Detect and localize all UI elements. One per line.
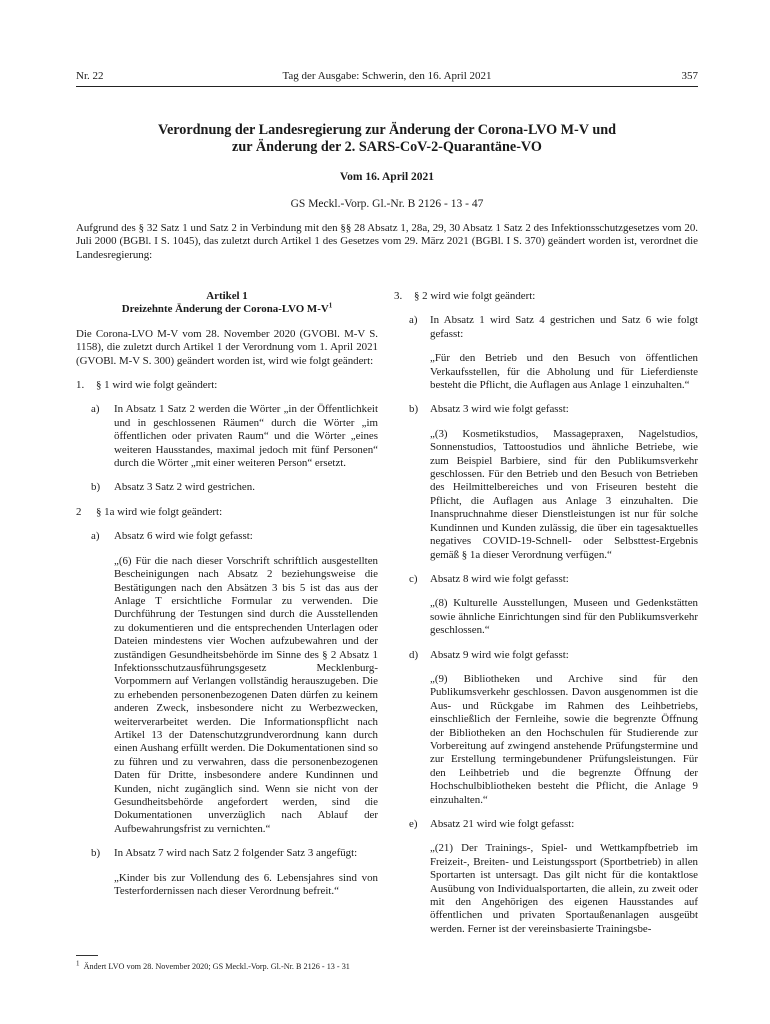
article-heading <box>76 303 378 316</box>
item-letter: b) <box>91 847 101 860</box>
item-text: In Absatz 1 wird Satz 4 gestrichen und Satz 6 wie folgt gefasst: <box>430 314 698 340</box>
item-letter: a) <box>409 314 418 327</box>
quoted-text: „Für den Betrieb und den Besuch von öffentlichen Verkaufsstellen, für die Abholung und für Lieferdienste besteht die Pflicht, die Auflagen aus Anlage 1 einzuhalten.“ <box>430 352 698 392</box>
list-item <box>76 847 378 860</box>
item-letter: b) <box>91 481 101 494</box>
list-item <box>76 530 378 543</box>
list-item <box>394 818 698 831</box>
issue-date: Tag der Ausgabe: Schwerin, den 16. April 2021 <box>282 70 492 82</box>
item-text: § 1 wird wie folgt geändert: <box>96 379 218 392</box>
page-header <box>76 69 698 83</box>
item-text: Absatz 3 Satz 2 wird gestrichen. <box>114 481 255 494</box>
title-line-2: zur Änderung der 2. SARS-CoV-2-Quarantäne-VO <box>232 139 542 155</box>
quoted-text: „(6) Für die nach dieser Vorschrift schriftlich ausgestellten Bescheinigungen nach Absatz 2 beziehungsweise die Bestätigungen nach den Absätzen 3 bis 5 ist das aus der Anlage T ersichtliche Formular zu verwenden. Die Durchführung der Testungen sind durch die Ausstellenden zu dokumentieren und die entsprechenden Unterlagen oder Dateien mindestens vier Wochen aufzubewahren und der zuständigen Gesundheitsbehörde im Sinne des § 2 Absatz 1 Infektionsschutzausführungsgesetz Mecklenburg-Vorpommern auf Verlangen vollständig herauszugeben. Die zu erhebenden personenbezogenen Daten dürfen zu keinem anderen Zweck, insbesondere nicht zu Werbezwecken, weiterverarbeitet werden. Die Informationspflicht nach Artikel 13 der Datenschutzgrundverordnung kann durch einen Aushang erfüllt werden. Die Dokumentationen sind so zu führen und zu verwahren, dass die personenbezogenen Daten für Dritte, insbesondere andere Kundinnen und Kunden, nicht zugänglich sind. Wenn sie nicht von der Gesundheitsbehörde angefordert werden, sind die Dokumentationen unverzüglich nach Ablauf der Aufbewahrungsfrist zu vernichten.“ <box>114 554 378 835</box>
quoted-text: „(3) Kosmetikstudios, Massagepraxen, Nagelstudios, Sonnenstudios, Tattoostudios und ähnliche Betriebe, wie zum Beispiel Barbiere, sind für den Publikumsverkehr geschlossen. Für den Betrieb und den Besuch von Betrieben des Heilmittelbereiches und von Friseuren besteht die Pflicht, die Auflagen aus Anlage 3 einzuhalten. Die Inanspruchnahme dieser Dienstleistungen ist nur für solche Kundinnen und Kunden zulässig, die über ein tagesaktuelles negatives COVID-19-Schnell- oder Selbsttest-Ergebnis gemäß § 1a dieser Verordnung verfügen.“ <box>430 427 698 561</box>
item-letter: d) <box>409 648 419 661</box>
item-text: Absatz 8 wird wie folgt gefasst: <box>430 572 569 585</box>
quoted-text: „(9) Bibliotheken und Archive sind für den Publikumsverkehr geschlossen. Davon ausgenommen ist die Aus- und Rückgabe im Rahmen des Leihbetriebs, einschließlich der Fernleihe, sowie die begrenzte Öffnung der Bibliotheken an den Hochschulen für Studierende zur Vorbereitung auf zwingend anstehende Prüfungstermine und zur Erstellung termingebundener Prüfungsleistungen. Für den Leihbetrieb und die begrenzte Öffnung der Hochschulbibliotheken besteht die Pflicht, die Anlage 9 einzuhalten.“ <box>430 672 698 806</box>
quoted-text: „(21) Der Trainings-, Spiel- und Wettkampfbetrieb im Freizeit-, Breiten- und Leistungssport (Sportbetrieb) in allen Sportarten ist untersagt. Das gilt nicht für die kontaktlose Ausübung von Individualsportarten, die allein, zu zweit oder mit den Angehörigen des eigenen Hausstandes auf öffentlichen und privaten Sportaußenanlagen ausgeübt werden. Ferner ist der vereinsbasierte Trainingsbe- <box>430 842 698 935</box>
item-text: § 2 wird wie folgt geändert: <box>414 290 536 302</box>
item-letter: c) <box>409 572 418 585</box>
item-text: In Absatz 1 Satz 2 werden die Wörter „in der Öffentlichkeit und in geschlossenen Räumen“ durch die Wörter „im öffentlichen oder privaten Raum“ und die Wörter „eines weiteren Hausstandes, maximal jedoch mit fünf Personen“ durch die Wörter „mit einer weiteren Person“ ersetzt. <box>114 403 378 470</box>
right-column <box>394 290 698 936</box>
list-item <box>76 379 378 392</box>
footnote <box>76 961 396 972</box>
item-text: Absatz 3 wird wie folgt gefasst: <box>430 403 569 416</box>
quoted-text: „Kinder bis zur Vollendung des 6. Lebensjahres sind von Testerfordernissen nach dieser Verordnung befreit.“ <box>114 871 378 898</box>
item-number: 3. <box>394 290 403 302</box>
item-number: 1. <box>76 379 85 392</box>
list-item <box>394 290 698 303</box>
item-text: Absatz 21 wird wie folgt gefasst: <box>430 818 575 830</box>
item-text: In Absatz 7 wird nach Satz 2 folgender Satz 3 angefügt: <box>114 847 358 860</box>
preamble: Aufgrund des § 32 Satz 1 und Satz 2 in Verbindung mit den §§ 28 Absatz 1, 28a, 29, 30 Absatz 1 Satz 2 des Infektionsschutzgesetzes vom 20. Juli 2000 (BGBl. I S. 1045), das zuletzt durch Artikel 1 des Gesetzes vom 29. März 2021 (BGBl. I S. 370) geändert worden ist, verordnet die Landesregierung: <box>76 222 698 261</box>
list-item <box>76 506 378 519</box>
list-item <box>394 649 698 662</box>
item-number: 2 <box>76 505 82 518</box>
document-date: Vom 16. April 2021 <box>339 171 435 183</box>
issue-number: Nr. 22 <box>76 70 104 82</box>
item-letter: a) <box>91 403 100 416</box>
article-heading-text: Dreizehnte Änderung der Corona-LVO M-V <box>121 303 329 316</box>
title-line-1: Verordnung der Landesregierung zur Änderung der Corona-LVO M-V und <box>158 122 616 138</box>
list-item <box>76 403 378 470</box>
intro-paragraph: Die Corona-LVO M-V vom 28. November 2020 (GVOBl. M-V S. 1158), die zuletzt durch Artikel 1 der Verordnung vom 1. April 2021 (GVOBl. M-V S. 300) geändert worden ist, wird wie folgt geändert: <box>76 327 378 367</box>
item-letter: a) <box>91 530 100 543</box>
page-number: 357 <box>681 70 698 82</box>
item-text: § 1a wird wie folgt geändert: <box>96 505 223 518</box>
quoted-text: „(8) Kulturelle Ausstellungen, Museen und Gedenkstätten sowie ähnliche Einrichtungen sind für den Publikumsverkehr geschlossen.“ <box>430 597 698 637</box>
footnote-divider <box>76 955 98 956</box>
document-title <box>76 122 698 156</box>
gs-reference: GS Meckl.-Vorp. Gl.-Nr. B 2126 - 13 - 47 <box>290 198 484 210</box>
list-item <box>394 314 698 341</box>
article-label: Artikel 1 <box>206 290 248 302</box>
item-letter: e) <box>409 818 418 830</box>
header-divider <box>76 86 698 87</box>
footnote-text: Ändert LVO vom 28. November 2020; GS Meckl.-Vorp. Gl.-Nr. B 2126 - 13 - 31 <box>83 962 350 971</box>
item-text: Absatz 9 wird wie folgt gefasst: <box>430 648 569 661</box>
list-item <box>394 403 698 416</box>
left-column <box>76 290 378 898</box>
list-item <box>76 481 378 494</box>
list-item <box>394 573 698 586</box>
item-letter: b) <box>409 403 419 416</box>
item-text: Absatz 6 wird wie folgt gefasst: <box>114 530 253 543</box>
footnote-mark: 1 <box>76 959 80 968</box>
footnote-reference: 1 <box>328 301 333 310</box>
